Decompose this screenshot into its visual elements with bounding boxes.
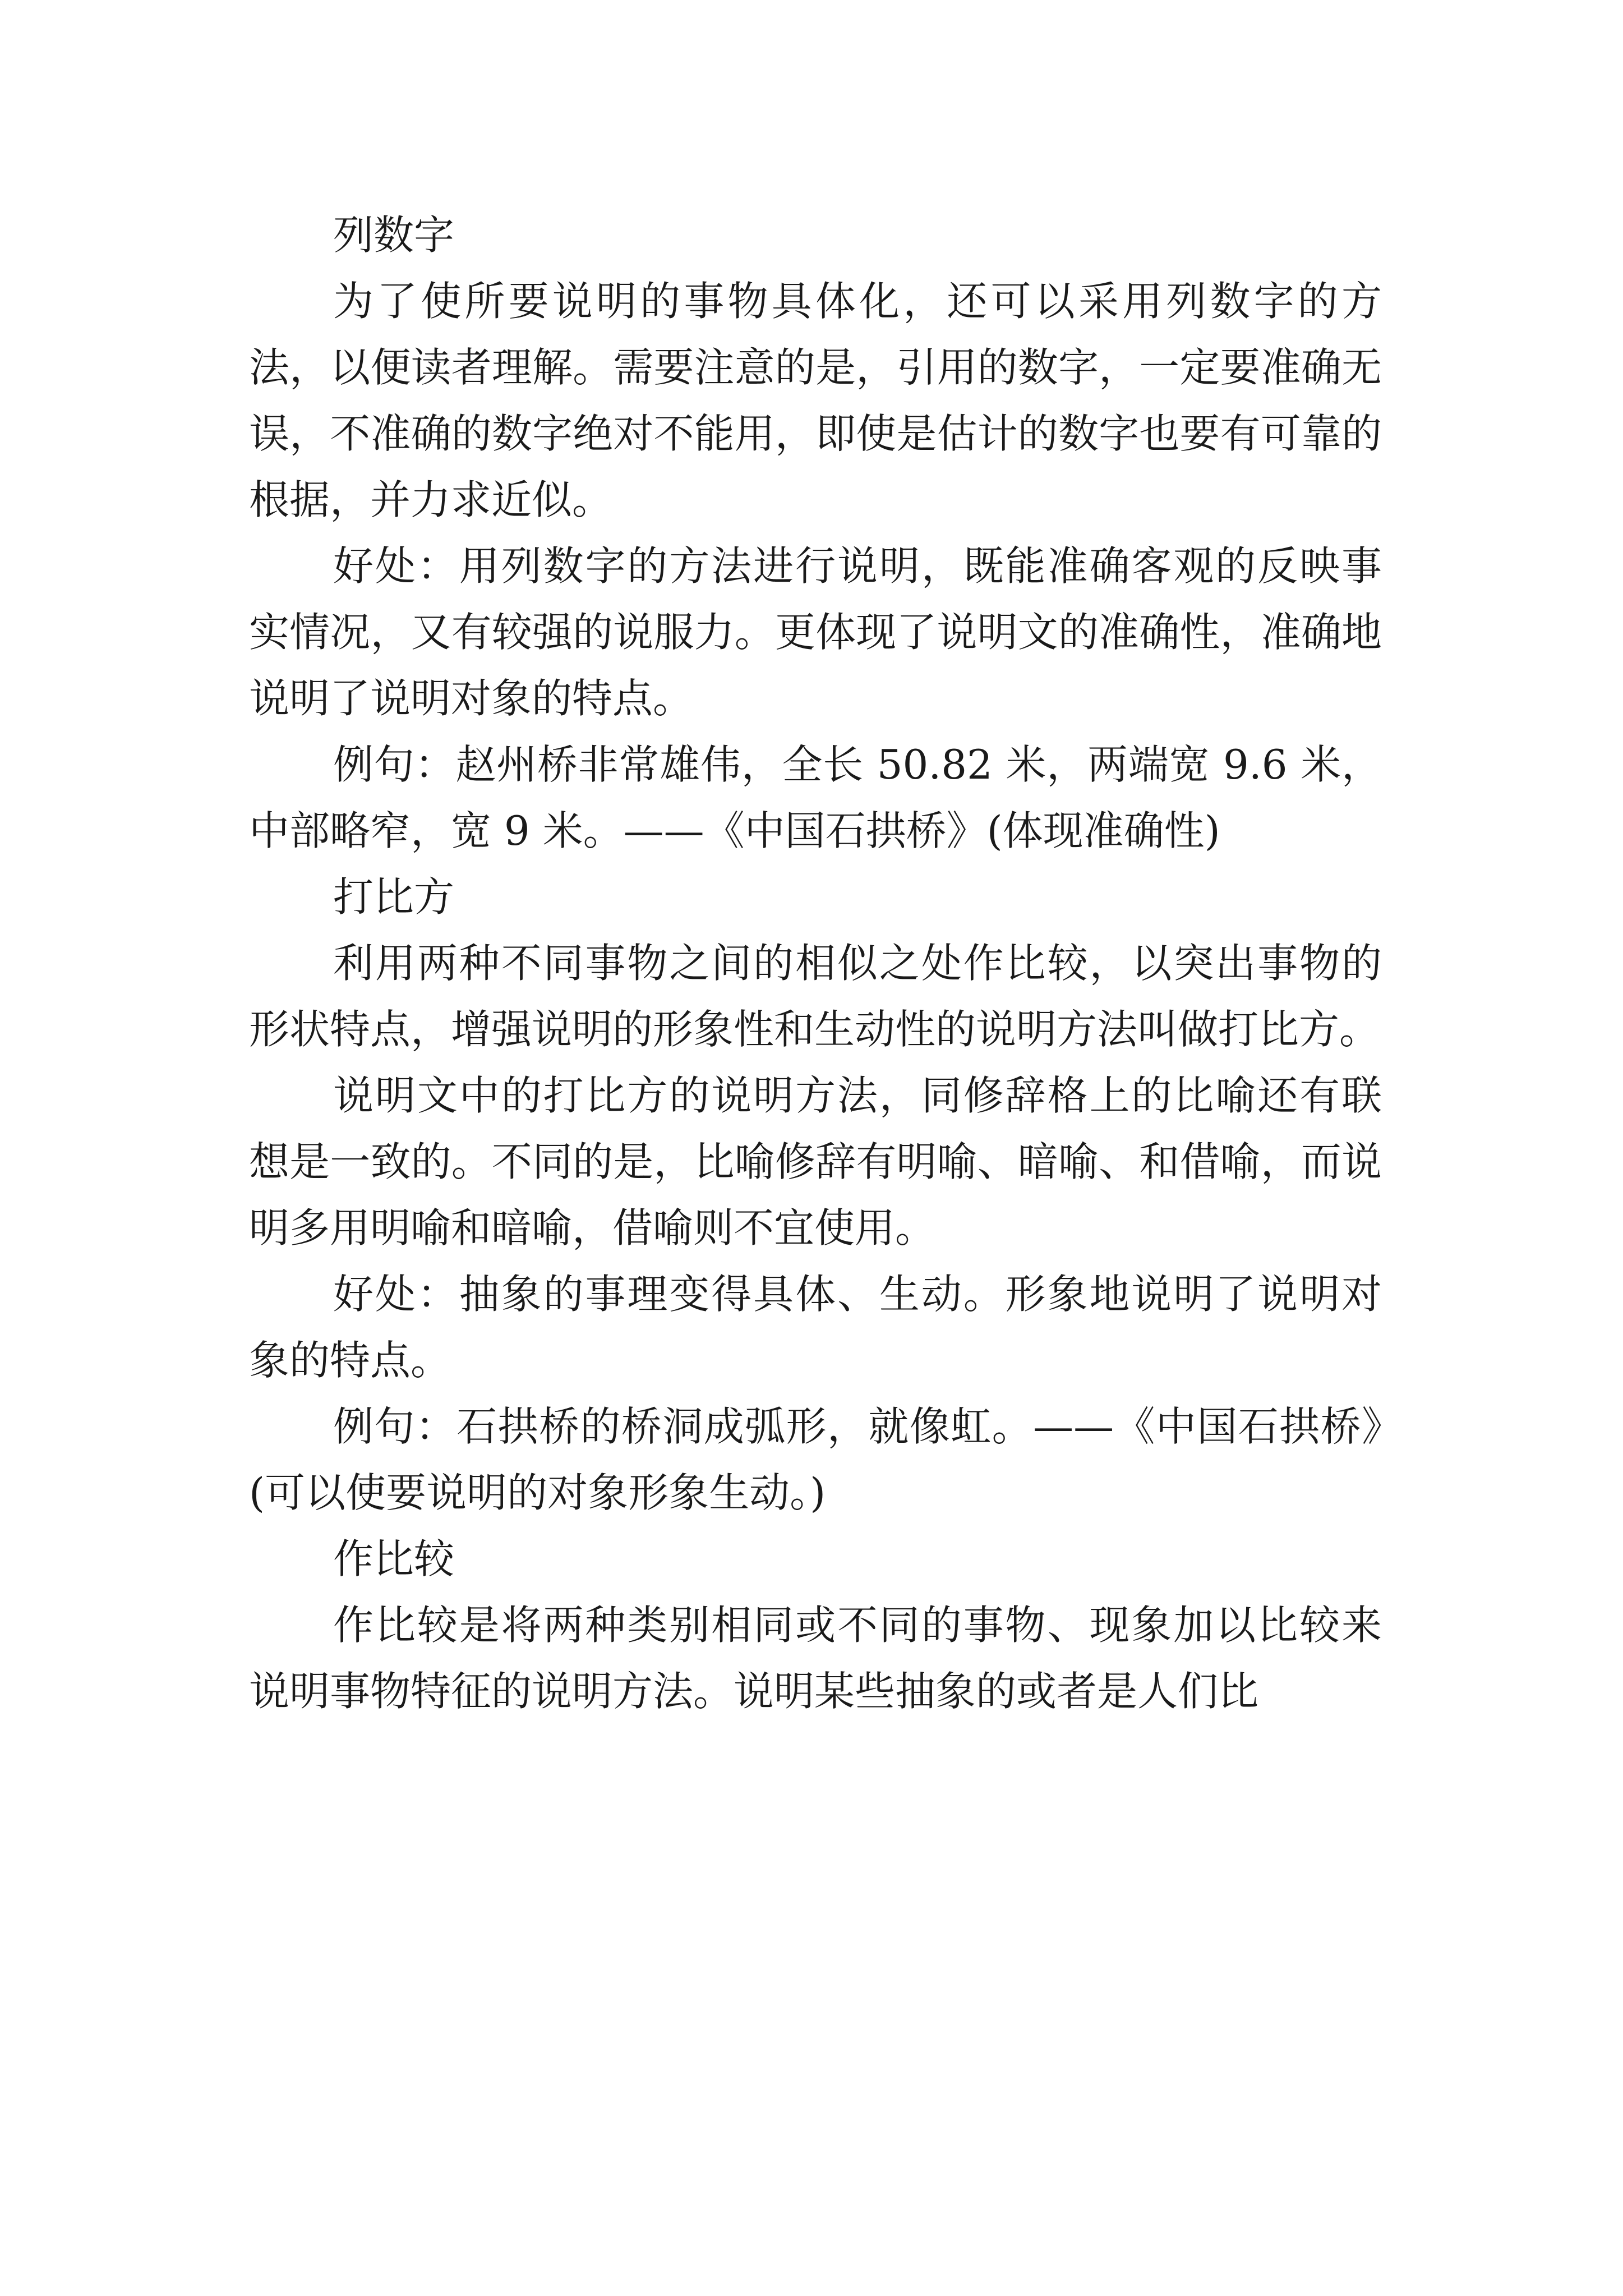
paragraph: 利用两种不同事物之间的相似之处作比较，以突出事物的形状特点，增强说明的形象性和生动性的说明方法叫做打比方。: [249, 940, 1382, 1053]
section-heading-list-numbers: 列数字: [333, 211, 455, 259]
example-paragraph: 例句：赵州桥非常雄伟，全长 50.82 米，两端宽 9.6 米，中部略窄，宽 9 米。——《中国石拱桥》(体现准确性): [249, 741, 1382, 854]
paragraph: 说明文中的打比方的说明方法，同修辞格上的比喻还有联想是一致的。不同的是，比喻修辞有明喻、暗喻、和借喻，而说明多用明喻和暗喻，借喻则不宜使用。: [249, 1072, 1382, 1251]
section-heading-comparison: 作比较: [333, 1535, 455, 1582]
paragraph: 好处：抽象的事理变得具体、生动。形象地说明了说明对象的特点。: [249, 1271, 1382, 1384]
document-body: [249, 202, 1382, 1724]
paragraph: 好处：用列数字的方法进行说明，既能准确客观的反映事实情况，又有较强的说服力。更体现了说明文的准确性，准确地说明了说明对象的特点。: [249, 542, 1382, 722]
example-paragraph: 例句：石拱桥的桥洞成弧形，就像虹。——《中国石拱桥》(可以使要说明的对象形象生动。): [249, 1403, 1382, 1516]
paragraph: 作比较是将两种类别相同或不同的事物、现象加以比较来说明事物特征的说明方法。说明某些抽象的或者是人们比: [249, 1602, 1382, 1715]
paragraph: 为了使所要说明的事物具体化，还可以采用列数字的方法，以便读者理解。需要注意的是，引用的数字，一定要准确无误，不准确的数字绝对不能用，即使是估计的数字也要有可靠的根据，并力求近似。: [249, 278, 1382, 523]
section-heading-analogy: 打比方: [333, 873, 455, 921]
